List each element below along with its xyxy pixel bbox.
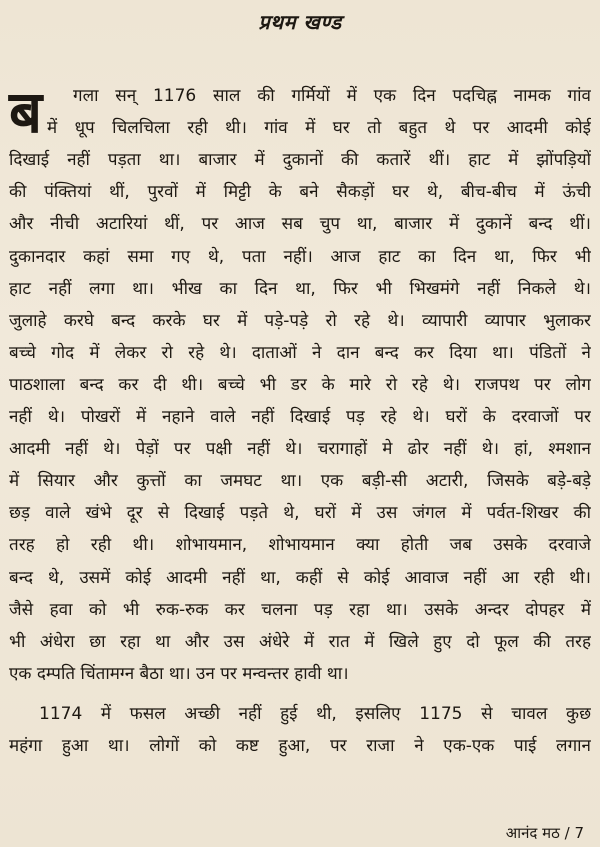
text-line: नहीं थे। पोखरों में नहाने वाले नहीं दिखाई पड़ रहे थे। घरों के दरवाजों पर <box>9 407 591 427</box>
text-line: में सियार और कुत्तों का जमघट था। एक बड़ी-सी अटारी, जिसके बड़े-बड़े <box>9 471 591 492</box>
text-line: और नीची अटारियां थीं, पर आज सब चुप था, बाजार में दुकानें बन्द थीं। <box>9 214 591 235</box>
text-line: की पंक्तियां थीं, पुरवों में मिट्टी के बने सैकड़ों घर थे, बीच-बीच में ऊंची <box>9 182 591 203</box>
text-line: में धूप चिलचिला रही थी। गांव में घर तो बहुत थे पर आदमी कोई <box>47 118 591 139</box>
page-footer: आनंद मठ / 7 <box>505 824 584 842</box>
text-line: तरह हो रही थी। शोभायमान, शोभायमान क्या होती जब उसके दरवाजे <box>9 535 591 556</box>
text-line: जैसे हवा को भी रुक-रुक कर चलना पड़ रहा था। उसके अन्दर दोपहर में <box>9 599 591 620</box>
text-line: महंगा हुआ था। लोगों को कष्ट हुआ, पर राजा ने एक-एक पाई लगान <box>9 736 591 756</box>
text-line: छड़ वाले खंभे दूर से दिखाई पड़ते थे, घरों में उस जंगल में पर्वत-शिखर की <box>9 503 591 524</box>
drop-cap: ब <box>9 78 43 146</box>
text-line: गला सन् 1176 साल की गर्मियों में एक दिन पदचिह्न नामक गांव <box>73 86 591 106</box>
section-title: प्रथम खण्ड <box>258 10 342 34</box>
text-line: दिखाई नहीं पड़ता था। बाजार में दुकानों की कतारें थीं। हाट में झोंपड़ियों <box>9 150 591 171</box>
text-line: आदमी नहीं थे। पेड़ों पर पक्षी नहीं थे। चरागाहों मे ढोर नहीं थे। हां, श्मशान <box>9 439 591 460</box>
text-line: बच्चे गोद में लेकर रो रहे थे। दाताओं ने दान बन्द कर दिया था। पंडितों ने <box>9 342 591 363</box>
text-line: हाट नहीं लगा था। भीख का दिन था, फिर भी भिखमंगे नहीं निकले थे। <box>9 278 591 299</box>
text-line: 1174 में फसल अच्छी नहीं हुई थी, इसलिए 1175 से चावल कुछ <box>39 703 591 724</box>
text-line: दुकानदार कहां समा गए थे, पता नहीं। आज हाट का दिन था, फिर भी <box>9 246 591 267</box>
text-line: पाठशाला बन्द कर दी थी। बच्चे भी डर के मारे रो रहे थे। राजपथ पर लोग <box>9 374 591 395</box>
text-line: बन्द थे, उसमें कोई आदमी नहीं था, कहीं से कोई आवाज नहीं आ रही थी। <box>9 567 591 588</box>
text-line: भी अंधेरा छा रहा था और उस अंधेरे में रात में खिले हुए दो फूल की तरह <box>9 631 591 652</box>
text-line: एक दम्पति चिंतामग्न बैठा था। उन पर मन्वन्तर हावी था। <box>9 663 349 684</box>
text-line: जुलाहे करघे बन्द करके घर में पड़े-पड़े रो रहे थे। व्यापारी व्यापार भुलाकर <box>9 310 591 331</box>
